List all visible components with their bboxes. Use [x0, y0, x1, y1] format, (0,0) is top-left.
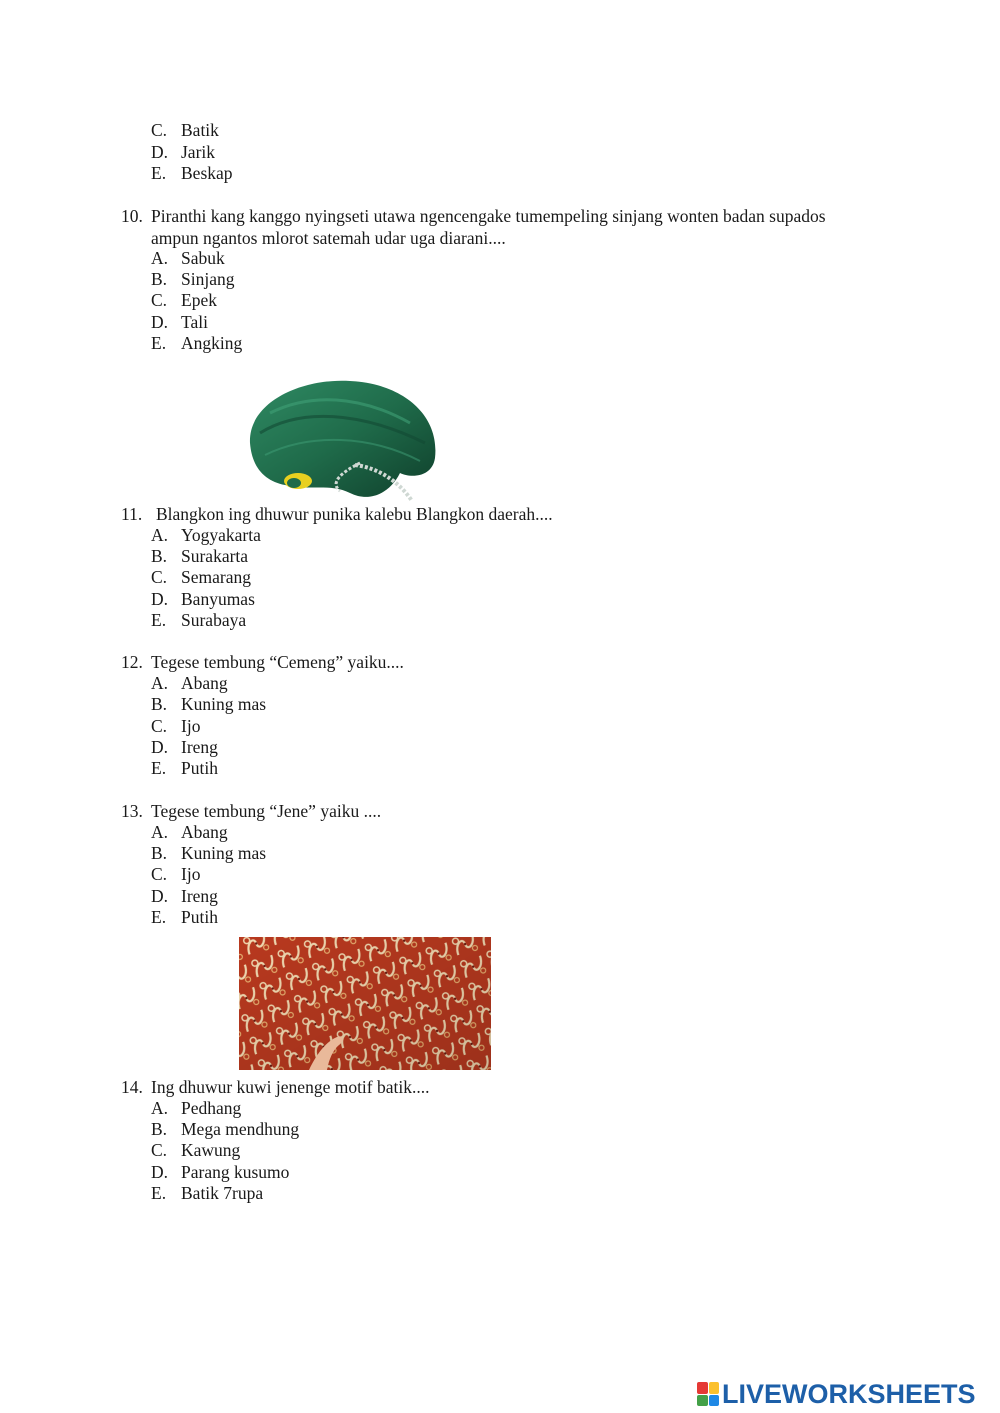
batik-image — [239, 937, 491, 1070]
q9-option-c[interactable]: C. Batik — [151, 120, 219, 140]
q12-option-c[interactable]: C. Ijo — [151, 716, 201, 736]
q10-question-line2: ampun ngantos mlorot satemah udar uga diarani.... — [151, 228, 506, 248]
q10-option-e[interactable]: E. Angking — [151, 333, 243, 353]
q13-option-c[interactable]: C. Ijo — [151, 864, 201, 884]
q13-option-d[interactable]: D. Ireng — [151, 886, 218, 906]
q10-option-d[interactable]: D. Tali — [151, 312, 208, 332]
q14-option-b[interactable]: B. Mega mendhung — [151, 1119, 300, 1139]
q12-option-e[interactable]: E. Putih — [151, 758, 218, 778]
q10-question-line1: Piranthi kang kanggo nyingseti utawa ngencengake tumempeling sinjang wonten badan supados — [151, 206, 826, 226]
q10-option-c[interactable]: C. Epek — [151, 290, 217, 310]
q13-question-line1: Tegese tembung “Jene” yaiku .... — [151, 801, 382, 821]
liveworksheets-logo-icon — [697, 1382, 719, 1406]
q12-option-a[interactable]: A. Abang — [151, 673, 228, 693]
q11-option-c[interactable]: C. Semarang — [151, 567, 251, 587]
q14-question-line1: Ing dhuwur kuwi jenenge motif batik.... — [151, 1077, 430, 1097]
q11-option-a[interactable]: A. Yogyakarta — [151, 525, 261, 545]
q14-number: 14. — [121, 1077, 143, 1097]
q13-option-e[interactable]: E. Putih — [151, 907, 218, 927]
q12-option-d[interactable]: D. Ireng — [151, 737, 218, 757]
liveworksheets-logo[interactable] — [697, 1378, 976, 1410]
q11-option-b[interactable]: B. Surakarta — [151, 546, 249, 566]
q13-option-a[interactable]: A. Abang — [151, 822, 228, 842]
q14-option-e[interactable]: E. Batik 7rupa — [151, 1183, 264, 1203]
logo-text: LIVEWORKSHEETS — [722, 1378, 976, 1409]
q14-option-a[interactable]: A. Pedhang — [151, 1098, 242, 1118]
blangkon-image — [240, 373, 440, 508]
q11-number: 11. — [121, 504, 143, 524]
q11-option-e[interactable]: E. Surabaya — [151, 610, 247, 630]
q11-question-line1: Blangkon ing dhuwur punika kalebu Blangkon daerah.... — [156, 504, 553, 524]
q9-option-d[interactable]: D. Jarik — [151, 142, 216, 162]
q14-option-c[interactable]: C. Kawung — [151, 1140, 241, 1160]
q14-option-d[interactable]: D. Parang kusumo — [151, 1162, 290, 1182]
q10-option-a[interactable]: A. Sabuk — [151, 248, 225, 268]
q9-option-e[interactable]: E. Beskap — [151, 163, 233, 183]
q12-option-b[interactable]: B. Kuning mas — [151, 694, 267, 714]
q10-number: 10. — [121, 206, 143, 226]
q11-option-d[interactable]: D. Banyumas — [151, 589, 255, 609]
q10-option-b[interactable]: B. Sinjang — [151, 269, 235, 289]
q13-option-b[interactable]: B. Kuning mas — [151, 843, 267, 863]
q12-number: 12. — [121, 652, 143, 672]
q13-number: 13. — [121, 801, 143, 821]
q12-question-line1: Tegese tembung “Cemeng” yaiku.... — [151, 652, 404, 672]
